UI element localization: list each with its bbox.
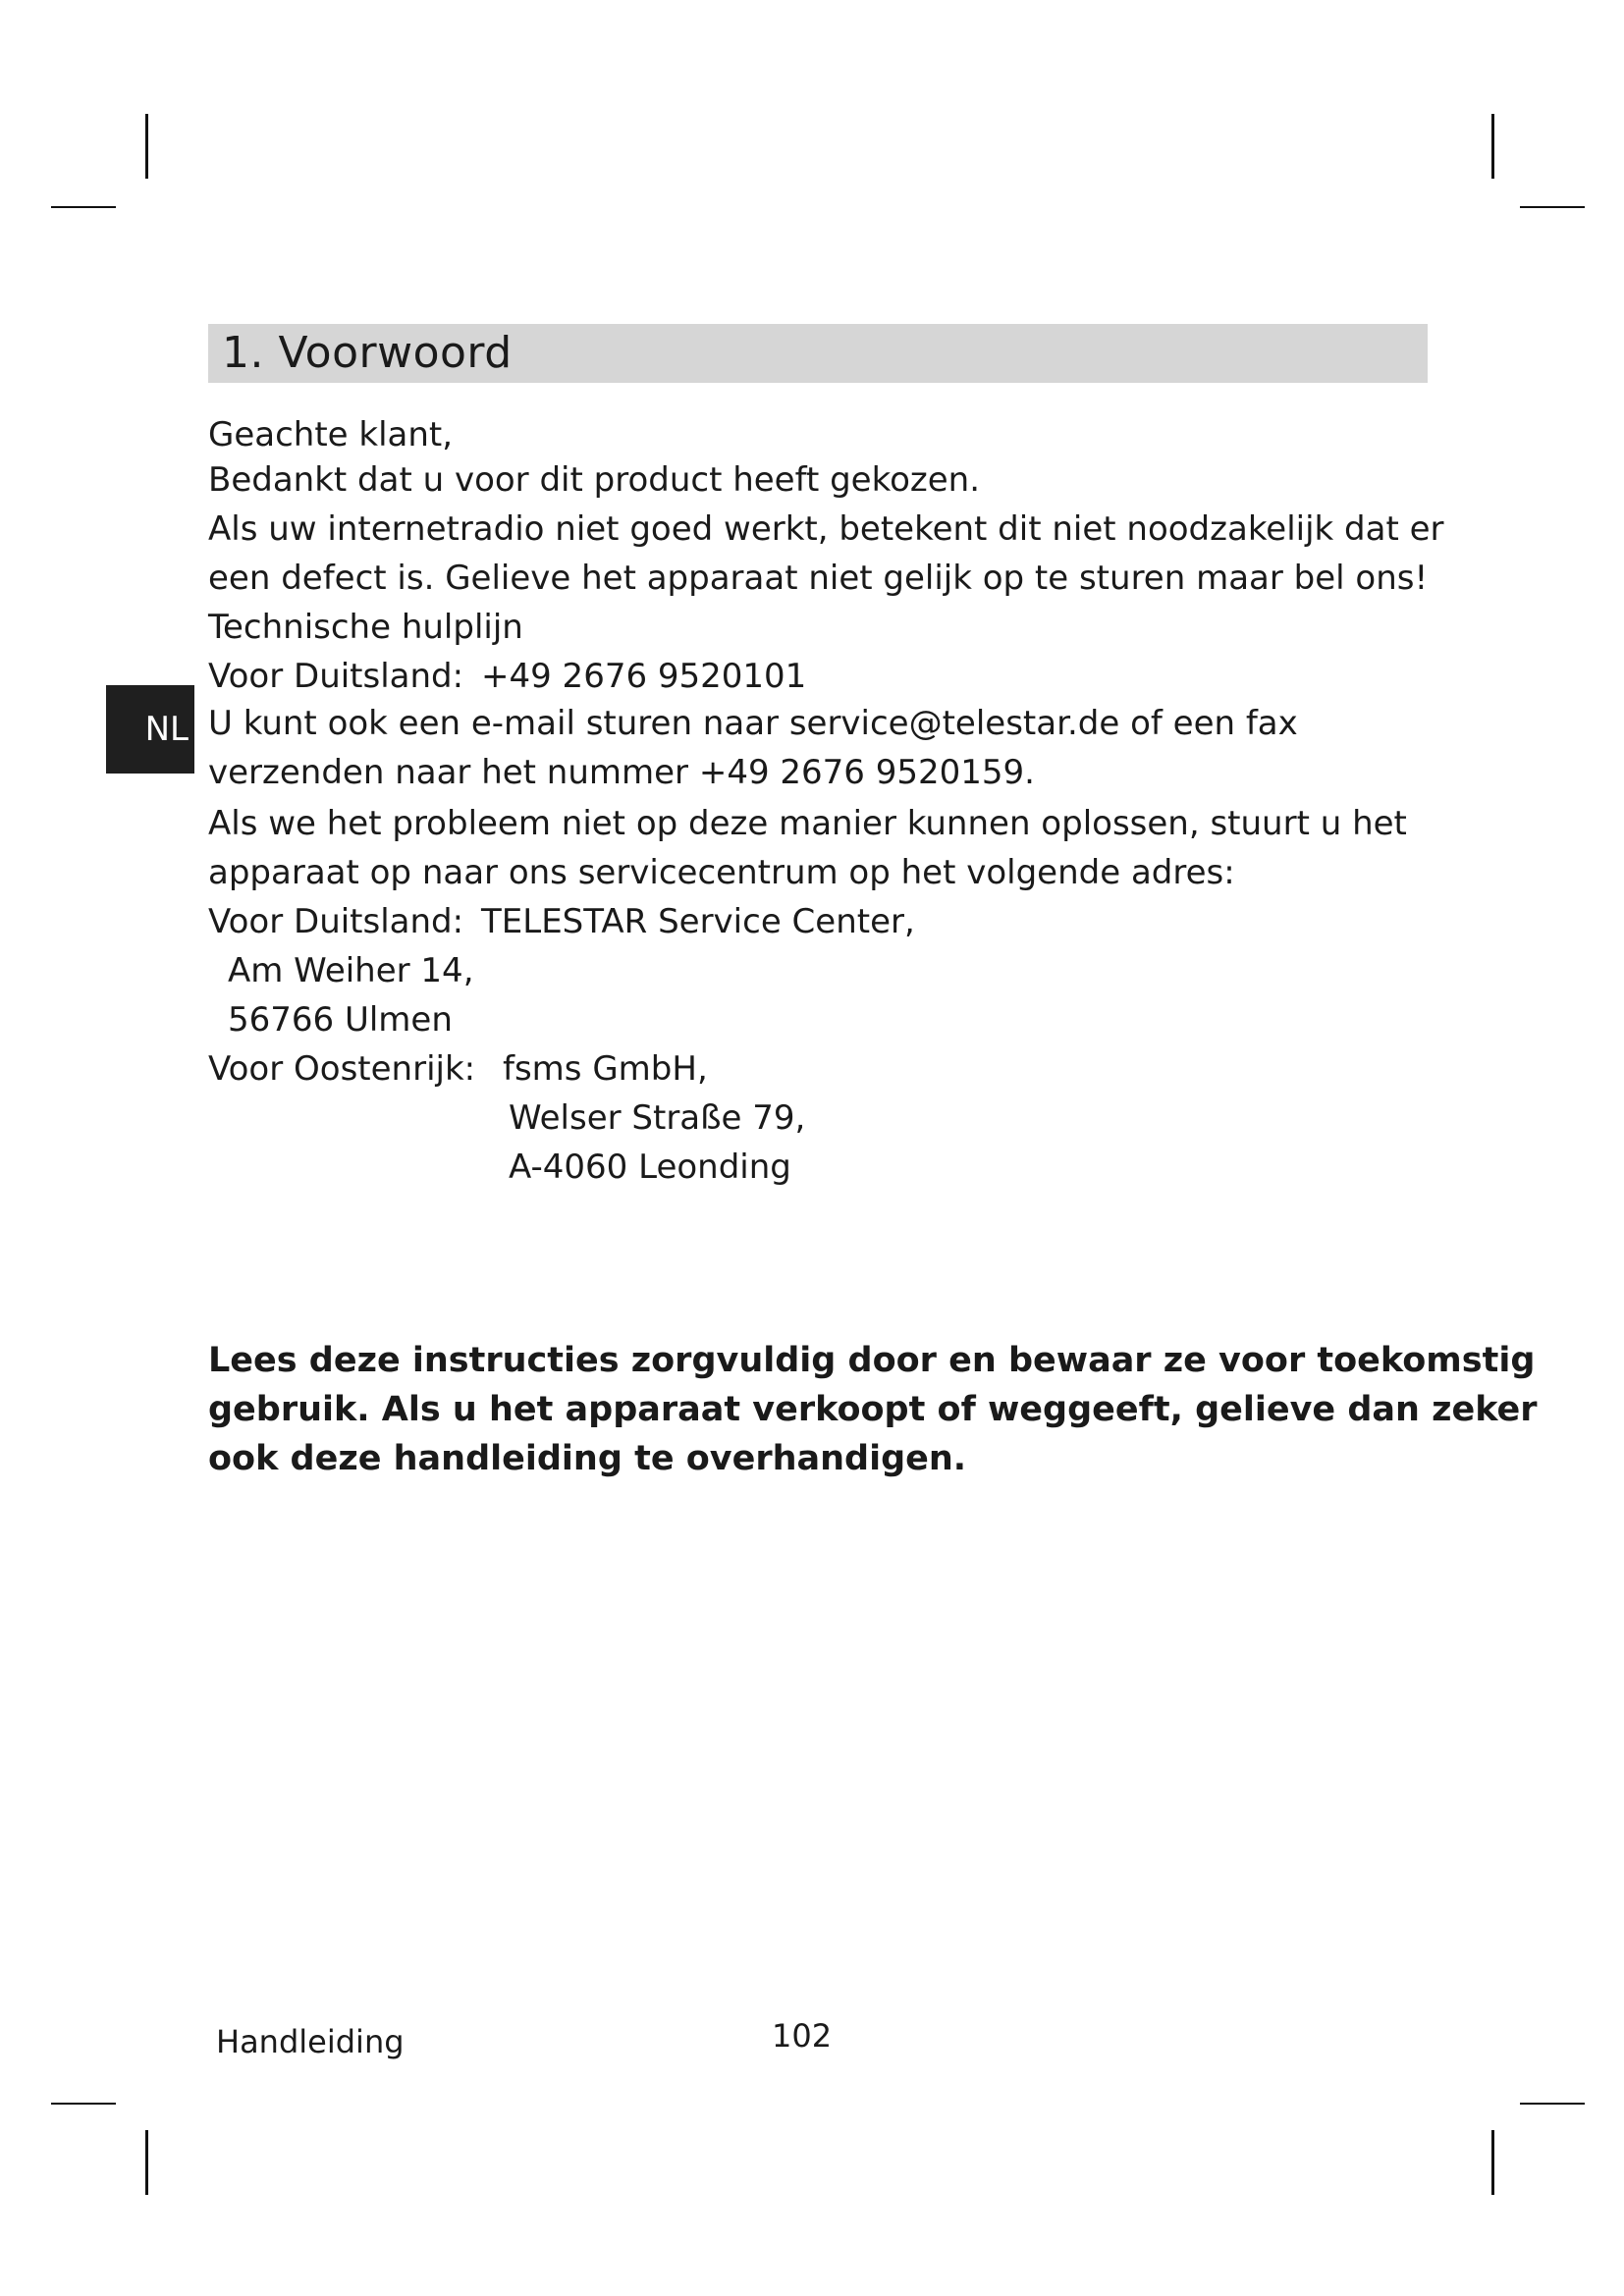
greeting: Geachte klant, xyxy=(208,415,454,454)
helpline-label: Technische hulplijn xyxy=(208,608,523,647)
austria-address-street: Welser Straße 79, xyxy=(509,1098,806,1138)
email-line-1: U kunt ook een e-mail sturen naar service@telestar.de of een fax xyxy=(208,704,1298,743)
service-paragraph-line-1: Als we het probleem niet op deze manier kunnen oplossen, stuurt u het xyxy=(208,804,1407,843)
section-title: 1. Voorwoord xyxy=(222,328,513,378)
notice-line-2: gebruik. Als u het apparaat verkoopt of weggeeft, gelieve dan zeker xyxy=(208,1390,1538,1429)
notice-line-3: ook deze handleiding te overhandigen. xyxy=(208,1439,967,1478)
crop-mark-bottom-left-horizontal xyxy=(51,2103,116,2105)
germany-address-street: Am Weiher 14, xyxy=(228,951,474,990)
notice-line-1: Lees deze instructies zorgvuldig door en bewaar ze voor toekomstig xyxy=(208,1341,1536,1380)
intro-paragraph-line-2: een defect is. Gelieve het apparaat niet gelijk op te sturen maar bel ons! xyxy=(208,559,1429,598)
crop-mark-top-right-horizontal xyxy=(1520,206,1585,208)
crop-mark-top-left-vertical xyxy=(145,114,148,179)
crop-mark-top-right-vertical xyxy=(1491,114,1494,179)
crop-mark-bottom-right-vertical xyxy=(1491,2130,1494,2195)
austria-address-label: Voor Oostenrijk: xyxy=(208,1049,476,1089)
austria-address-city: A-4060 Leonding xyxy=(509,1148,791,1187)
germany-address-label: Voor Duitsland: xyxy=(208,902,464,941)
germany-phone-number: +49 2676 9520101 xyxy=(481,657,807,696)
germany-address-name: TELESTAR Service Center, xyxy=(481,902,915,941)
language-tab-label: NL xyxy=(144,710,189,749)
germany-address-city: 56766 Ulmen xyxy=(228,1000,453,1040)
germany-phone-label: Voor Duitsland: xyxy=(208,657,464,696)
thanks-line: Bedankt dat u voor dit product heeft gekozen. xyxy=(208,460,981,500)
crop-mark-top-left-horizontal xyxy=(51,206,116,208)
email-line-2: verzenden naar het nummer +49 2676 9520159. xyxy=(208,753,1035,792)
intro-paragraph-line-1: Als uw internetradio niet goed werkt, betekent dit niet noodzakelijk dat er xyxy=(208,509,1444,549)
service-paragraph-line-2: apparaat op naar ons servicecentrum op het volgende adres: xyxy=(208,853,1235,892)
language-tab xyxy=(106,685,194,774)
footer-label: Handleiding xyxy=(216,2023,405,2060)
crop-mark-bottom-left-vertical xyxy=(145,2130,148,2195)
crop-mark-bottom-right-horizontal xyxy=(1520,2103,1585,2105)
austria-address-name: fsms GmbH, xyxy=(503,1049,708,1089)
page-number: 102 xyxy=(772,2017,833,2055)
